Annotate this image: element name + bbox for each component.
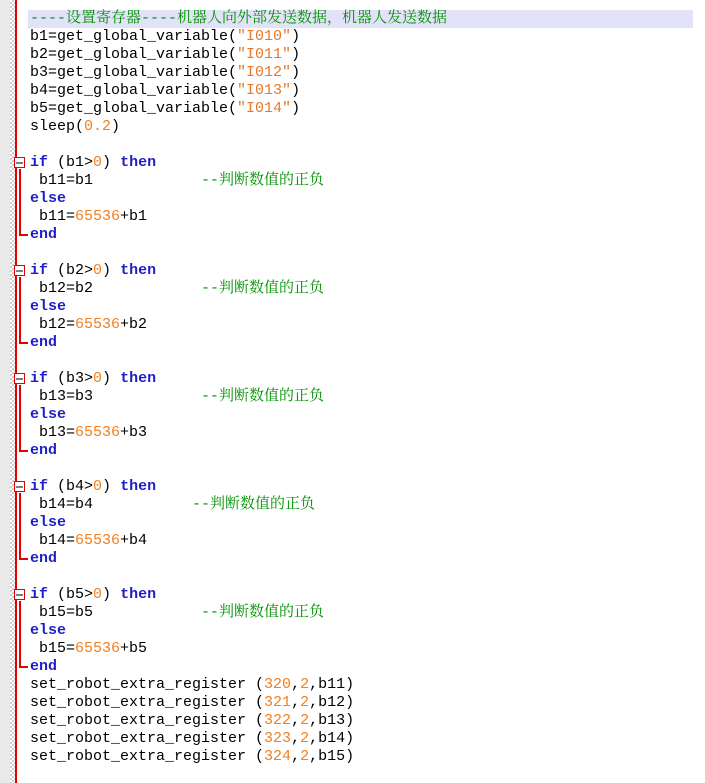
code-line[interactable] — [28, 658, 693, 676]
code-token-code: ) — [102, 478, 121, 495]
code-token-code: ) — [111, 118, 121, 135]
code-line[interactable] — [28, 118, 693, 136]
code-token-code: ) — [291, 82, 301, 99]
code-token-num: 65536 — [75, 640, 121, 657]
code-token-kw: then — [120, 262, 157, 279]
code-token-cmt: --判断数值的正负 — [201, 172, 325, 189]
code-token-str: "I013" — [237, 82, 292, 99]
code-token-str: "I010" — [237, 28, 292, 45]
fold-guide-line — [19, 208, 21, 226]
fold-guide-line — [19, 406, 21, 424]
code-token-kw: else — [30, 406, 67, 423]
code-token-num: 323 — [264, 730, 292, 747]
code-token-code: , — [291, 676, 301, 693]
minus-icon — [16, 594, 23, 596]
fold-guide-line — [19, 496, 21, 514]
fold-guide-line — [19, 190, 21, 208]
fold-guide-line — [19, 640, 21, 658]
code-token-code: ) — [102, 370, 121, 387]
code-token-num: 0 — [93, 370, 103, 387]
code-token-code: b12= — [30, 316, 76, 333]
code-token-kw: if — [30, 262, 49, 279]
code-line[interactable] — [28, 154, 693, 172]
minus-icon — [16, 162, 23, 164]
fold-guide-line — [19, 298, 21, 316]
code-token-kw: end — [30, 226, 58, 243]
code-token-num: 65536 — [75, 424, 121, 441]
fold-collapse-toggle-icon[interactable] — [14, 589, 25, 600]
code-token-kw: if — [30, 154, 49, 171]
fold-end-tick-icon — [19, 558, 28, 560]
code-line[interactable] — [28, 370, 693, 388]
code-token-code: b5=get_global_variable( — [30, 100, 238, 117]
code-token-code: ) — [102, 154, 121, 171]
code-line[interactable] — [28, 676, 693, 694]
code-line[interactable] — [28, 424, 693, 442]
code-token-code: (b4> — [48, 478, 94, 495]
minus-icon — [16, 270, 23, 272]
code-token-num: 322 — [264, 712, 292, 729]
code-token-code: ) — [102, 262, 121, 279]
code-line[interactable] — [28, 64, 693, 82]
code-token-code: +b5 — [120, 640, 148, 657]
code-line[interactable] — [28, 280, 693, 298]
fold-end-tick-icon — [19, 450, 28, 452]
code-line[interactable] — [28, 226, 693, 244]
code-token-code: +b4 — [120, 532, 148, 549]
code-token-code: b15= — [30, 640, 76, 657]
code-token-num: 0 — [93, 262, 103, 279]
code-token-code: b14=b4 — [30, 496, 193, 513]
code-token-code: set_robot_extra_register ( — [30, 694, 265, 711]
code-line-current[interactable] — [28, 10, 693, 28]
code-token-code: ,b12) — [309, 694, 355, 711]
code-line[interactable] — [28, 712, 693, 730]
code-token-num: 65536 — [75, 208, 121, 225]
code-token-code: sleep( — [30, 118, 85, 135]
code-token-kw: if — [30, 478, 49, 495]
code-token-cmt: --判断数值的正负 — [201, 280, 325, 297]
code-token-code: , — [291, 712, 301, 729]
code-token-code: (b2> — [48, 262, 94, 279]
fold-guide-line — [19, 388, 21, 406]
code-line[interactable] — [28, 172, 693, 190]
code-token-code: b3=get_global_variable( — [30, 64, 238, 81]
code-line[interactable] — [28, 442, 693, 460]
fold-guide-line — [19, 280, 21, 298]
fold-end-tick-icon — [19, 666, 28, 668]
code-token-num: 320 — [264, 676, 292, 693]
fold-guide-line — [19, 532, 21, 550]
code-line[interactable] — [28, 568, 693, 586]
code-token-num: 2 — [300, 694, 310, 711]
code-token-code: +b3 — [120, 424, 148, 441]
fold-guide-line — [19, 622, 21, 640]
fold-end-tick-icon — [19, 342, 28, 344]
code-token-num: 0 — [93, 154, 103, 171]
fold-guide-line — [19, 316, 21, 334]
code-token-str: "I014" — [237, 100, 292, 117]
code-token-kw: if — [30, 370, 49, 387]
code-token-code: ) — [291, 100, 301, 117]
code-token-num: 321 — [264, 694, 292, 711]
code-token-code: ) — [102, 586, 121, 603]
code-token-num: 324 — [264, 748, 292, 765]
code-line[interactable] — [28, 496, 693, 514]
code-line[interactable] — [28, 604, 693, 622]
code-line[interactable] — [28, 532, 693, 550]
minus-icon — [16, 378, 23, 380]
code-line[interactable] — [28, 262, 693, 280]
code-token-code: b11=b1 — [30, 172, 202, 189]
code-line[interactable] — [28, 514, 693, 532]
code-token-code: ) — [291, 64, 301, 81]
code-token-code: +b2 — [120, 316, 148, 333]
code-token-code: b4=get_global_variable( — [30, 82, 238, 99]
fold-guide-line — [19, 514, 21, 532]
code-token-num: 2 — [300, 712, 310, 729]
code-token-str: "I012" — [237, 64, 292, 81]
code-token-code: b1=get_global_variable( — [30, 28, 238, 45]
code-token-code: b15=b5 — [30, 604, 202, 621]
code-token-code: , — [291, 730, 301, 747]
code-token-kw: if — [30, 586, 49, 603]
fold-guide-line — [19, 604, 21, 622]
code-token-num: 2 — [300, 748, 310, 765]
code-token-kw: else — [30, 190, 67, 207]
code-line[interactable] — [28, 244, 693, 262]
code-line[interactable] — [28, 388, 693, 406]
fold-end-tick-icon — [19, 234, 28, 236]
fold-collapse-toggle-icon[interactable] — [14, 373, 25, 384]
code-line[interactable] — [28, 586, 693, 604]
code-token-code: ,b13) — [309, 712, 355, 729]
code-token-kw: then — [120, 370, 157, 387]
code-token-code: (b1> — [48, 154, 94, 171]
code-token-code: ,b11) — [309, 676, 355, 693]
fold-collapse-toggle-icon[interactable] — [14, 265, 25, 276]
fold-collapse-toggle-icon[interactable] — [14, 157, 25, 168]
code-token-code: ) — [291, 46, 301, 63]
code-token-kw: end — [30, 442, 58, 459]
code-token-kw: else — [30, 298, 67, 315]
code-token-num: 2 — [300, 676, 310, 693]
code-token-kw: then — [120, 478, 157, 495]
code-token-kw: then — [120, 586, 157, 603]
code-token-str: "I011" — [237, 46, 292, 63]
code-line[interactable] — [28, 136, 693, 154]
code-token-code: ) — [291, 28, 301, 45]
code-token-num: 0 — [93, 478, 103, 495]
fold-guide-line — [19, 424, 21, 442]
code-token-cmt: --判断数值的正负 — [201, 388, 325, 405]
code-line[interactable] — [28, 208, 693, 226]
code-line[interactable] — [28, 100, 693, 118]
code-token-code: b11= — [30, 208, 76, 225]
code-token-code: (b3> — [48, 370, 94, 387]
minus-icon — [16, 486, 23, 488]
code-token-code: ,b15) — [309, 748, 355, 765]
code-token-num: 0 — [93, 586, 103, 603]
code-token-code: b13=b3 — [30, 388, 202, 405]
code-line[interactable] — [28, 478, 693, 496]
code-token-cmt: --判断数值的正负 — [192, 496, 316, 513]
code-token-num: 65536 — [75, 532, 121, 549]
code-token-code: +b1 — [120, 208, 148, 225]
code-token-num: 0.2 — [84, 118, 112, 135]
code-token-code: (b5> — [48, 586, 94, 603]
code-token-code: b14= — [30, 532, 76, 549]
code-token-code: set_robot_extra_register ( — [30, 712, 265, 729]
code-line[interactable] — [28, 640, 693, 658]
code-token-cmt: ----设置寄存器----机器人向外部发送数据，机器人发送数据 — [30, 10, 448, 27]
code-line[interactable] — [28, 82, 693, 100]
code-line[interactable] — [28, 406, 693, 424]
code-line[interactable] — [28, 748, 693, 766]
code-line[interactable] — [28, 316, 693, 334]
code-token-kw: else — [30, 514, 67, 531]
code-token-kw: then — [120, 154, 157, 171]
code-token-code: set_robot_extra_register ( — [30, 748, 265, 765]
code-line[interactable] — [28, 352, 693, 370]
code-line[interactable] — [28, 298, 693, 316]
fold-collapse-toggle-icon[interactable] — [14, 481, 25, 492]
code-token-num: 2 — [300, 730, 310, 747]
code-token-kw: end — [30, 658, 58, 675]
code-line[interactable] — [28, 460, 693, 478]
code-token-kw: end — [30, 334, 58, 351]
fold-guide-line — [19, 172, 21, 190]
code-line[interactable] — [28, 334, 693, 352]
code-token-code: b12=b2 — [30, 280, 202, 297]
code-line[interactable] — [28, 28, 693, 46]
code-line[interactable] — [28, 550, 693, 568]
code-token-code: set_robot_extra_register ( — [30, 676, 265, 693]
code-token-cmt: --判断数值的正负 — [201, 604, 325, 621]
code-token-kw: else — [30, 622, 67, 639]
code-token-kw: end — [30, 550, 58, 567]
code-token-num: 65536 — [75, 316, 121, 333]
code-line[interactable] — [28, 730, 693, 748]
code-line[interactable] — [28, 694, 693, 712]
code-line[interactable] — [28, 622, 693, 640]
code-token-code: ,b14) — [309, 730, 355, 747]
code-token-code: set_robot_extra_register ( — [30, 730, 265, 747]
code-token-code: b2=get_global_variable( — [30, 46, 238, 63]
code-token-code: , — [291, 694, 301, 711]
code-line[interactable] — [28, 46, 693, 64]
code-token-code: b13= — [30, 424, 76, 441]
code-line[interactable] — [28, 190, 693, 208]
code-token-code: , — [291, 748, 301, 765]
